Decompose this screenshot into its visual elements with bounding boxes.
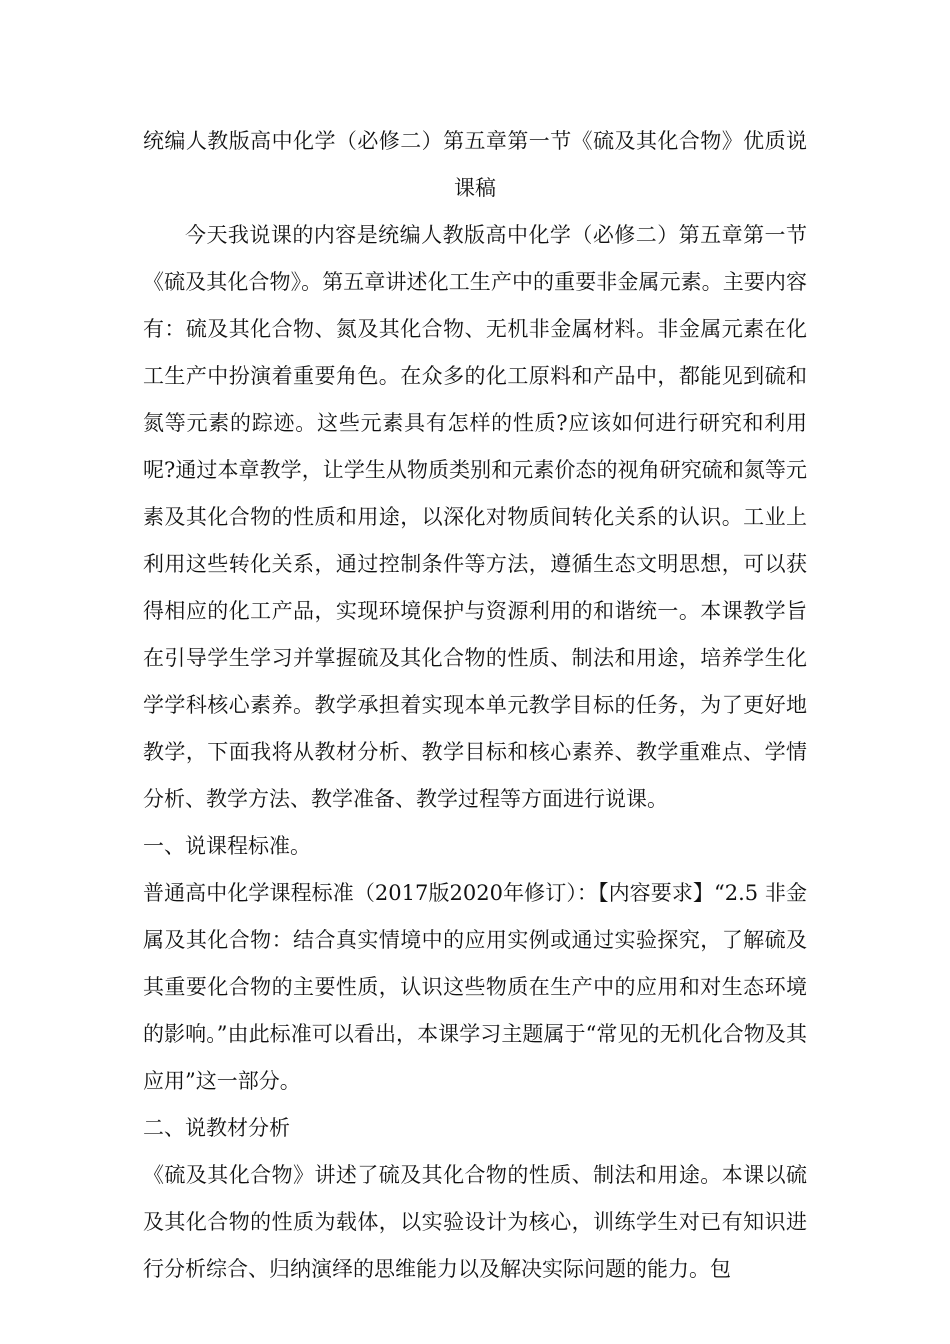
document-title: 统编人教版高中化学（必修二）第五章第一节《硫及其化合物》优质说课稿 [143,129,807,200]
curriculum-standard-paragraph: 普通高中化学课程标准（2017版2020年修订）：【内容要求】“2.5 非金属及其化合物：结合真实情境中的应用实例或通过实验探究，了解硫及其重要化合物的主要性质，认识这些物质在生产中的应用和对生态环境的影响。”由此标准可以看出，本课学习主题属于“常见的无机化合物及其应用”这一部分。 [143,881,807,1093]
section-heading-curriculum-standard: 一、说课程标准。 [143,834,311,858]
textbook-analysis-paragraph: 《硫及其化合物》讲述了硫及其化合物的性质、制法和用途。本课以硫及其化合物的性质为载体，以实验设计为核心，训练学生对已有知识进行分析综合、归纳演绎的思维能力以及解决实际问题的能力。包 [143,1163,807,1281]
section-heading-textbook-analysis: 二、说教材分析 [143,1116,290,1140]
intro-paragraph: 今天我说课的内容是统编人教版高中化学（必修二）第五章第一节《硫及其化合物》。第五章讲述化工生产中的重要非金属元素。主要内容有：硫及其化合物、氮及其化合物、无机非金属材料。非金属元素在化工生产中扮演着重要角色。在众多的化工原料和产品中，都能见到硫和氮等元素的踪迹。这些元素具有怎样的性质?应该如何进行研究和利用呢?通过本章教学，让学生从物质类别和元素价态的视角研究硫和氮等元素及其化合物的性质和用途，以深化对物质间转化关系的认识。工业上利用这些转化关系，通过控制条件等方法，遵循生态文明思想，可以获得相应的化工产品，实现环境保护与资源利用的和谐统一。本课教学旨在引导学生学习并掌握硫及其化合物的性质、制法和用途，培养学生化学学科核心素养。教学承担着实现本单元教学目标的任务，为了更好地教学，下面我将从教材分析、教学目标和核心素养、教学重难点、学情分析、教学方法、教学准备、教学过程等方面进行说课。 [143,223,807,811]
document-body [143,118,807,1293]
